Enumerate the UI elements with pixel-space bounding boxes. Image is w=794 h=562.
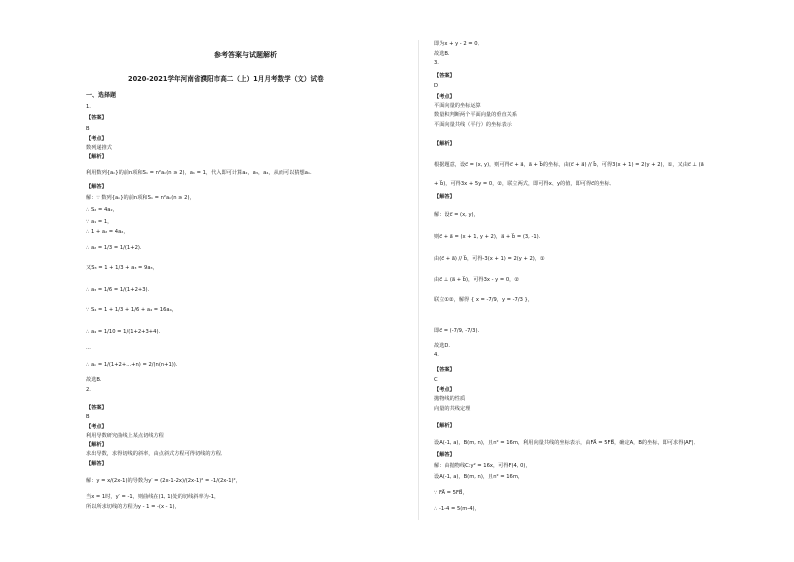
right-text-line: 【解析】 xyxy=(434,141,455,147)
right-text-line: 【考点】 xyxy=(434,94,455,100)
left-text-line: 又S₃ = 1 + 1/3 + a₃ = 9a₃， xyxy=(86,265,158,271)
right-text-line: 设A(-1, a)，B(m, n)，且n² = 16m， xyxy=(434,474,524,480)
left-text-line: 故选B. xyxy=(86,377,102,383)
right-text-line: 故选D. xyxy=(434,343,451,349)
right-text-line: 即为x + y - 2 = 0． xyxy=(434,41,483,47)
right-text-line: 【考点】 xyxy=(434,387,455,393)
left-column xyxy=(86,0,404,562)
left-text-line: 【答案】 xyxy=(86,405,107,411)
left-text-line: 求出导数，求得切线的斜率，由点斜式方程可得切线的方程． xyxy=(86,451,227,457)
right-text-line: 向量的共线定理 xyxy=(434,406,471,412)
left-text-line: 数列递推式 xyxy=(86,145,112,151)
right-text-line: 【答案】 xyxy=(434,73,455,79)
left-text-line: 所以所求切线的方程为y - 1 = -(x - 1)， xyxy=(86,504,180,510)
right-text-line: 平面向量共线（平行）的坐标表示 xyxy=(434,122,512,128)
left-text-line: 2. xyxy=(86,387,91,393)
left-text-line: B xyxy=(86,414,90,420)
right-text-line: 数量积判断两个平面向量的垂直关系 xyxy=(434,112,518,118)
left-text-line: ∴ aₙ = 1/(1+2+...+n) = 2/(n(n+1)). xyxy=(86,362,178,368)
right-text-line: 3. xyxy=(434,60,439,66)
right-text-line: 【答案】 xyxy=(434,367,455,373)
left-text-line: ∴ a₃ = 1/6 = 1/(1+2+3). xyxy=(86,287,150,293)
left-text-line: 利用导数研究曲线上某点切线方程 xyxy=(86,433,164,439)
left-text-line: 解：y = x/(2x-1)的导数为y′ = (2x-1-2x)/(2x-1)² = -1/(2x-1)²， xyxy=(86,478,241,484)
right-text-line: 设A(-1, a)，B(m, n)，且n² = 16m，利用向量共线的坐标表示，由FA⃗ = 5FB⃗，确定A，B的坐标，即可求得|AF|． xyxy=(434,440,699,446)
right-text-line: 由(c⃗ + a⃗) // b⃗，可得-3(x + 1) = 2(y + 2)，① xyxy=(434,256,545,262)
column-divider xyxy=(418,40,419,520)
left-text-line: ∴ a₂ = 1/3 = 1/(1+2). xyxy=(86,245,142,251)
left-text-line: ∵ S₄ = 1 + 1/3 + 1/6 + a₄ = 16a₄， xyxy=(86,307,177,313)
right-text-line: 4. xyxy=(434,352,439,358)
right-text-line: 故选B. xyxy=(434,51,450,57)
right-text-line: 由c⃗ ⊥ (a⃗ + b⃗)，可得3x - y = 0，② xyxy=(434,277,519,283)
left-text-line: 一、选择题 xyxy=(86,92,117,99)
right-text-line: 解：由抛物线C:y² = 16x，可得F(4, 0)， xyxy=(434,463,531,469)
right-text-line: 抛物线的性质 xyxy=(434,396,466,402)
left-text-line: 1. xyxy=(86,104,91,110)
left-text-line: ∴ 1 + a₂ = 4a₂， xyxy=(86,229,129,235)
left-text-line: 【解答】 xyxy=(86,184,107,190)
right-text-line: ∴ -1-4 = 5(m-4)， xyxy=(434,506,480,512)
left-text-line: 【解析】 xyxy=(86,442,107,448)
left-text-line: 【解析】 xyxy=(86,154,107,160)
left-text-line: 当x = 1时，y′ = -1，则曲线在(1, 1)处的切线斜率为-1， xyxy=(86,494,220,500)
left-text-line: B xyxy=(86,126,90,132)
right-text-line: + b⃗)，可得3x + 5y = 0，②，联立两式，即可得x、y的值，即可得c⃗的坐标． xyxy=(434,181,615,187)
left-text-line: 解：∵ 数列{aₙ}的前n项和Sₙ = n²aₙ(n ≥ 2)， xyxy=(86,195,195,201)
left-text-line: ∴ a₄ = 1/10 = 1/(1+2+3+4). xyxy=(86,329,161,335)
right-text-line: 则c⃗ + a⃗ = (x + 1, y + 2)，a⃗ + b⃗ = (3, -1). xyxy=(434,234,541,240)
right-text-line: 根据题意，设c⃗ = (x, y)，则可得c⃗ + a⃗，a⃗ + b⃗的坐标，由(c⃗ + a⃗) // b⃗，可得3(x + 1) = 2(y + 2)，①，又由c⃗ ⊥ (a⃗ xyxy=(434,162,704,168)
left-text-line: ∴ S₂ = 4a₂， xyxy=(86,207,118,213)
left-text-line: 【考点】 xyxy=(86,136,107,142)
left-text-line: ∵ a₁ = 1， xyxy=(86,219,113,225)
right-text-line: 联立①②，解得 { x = -7/9，y = -7/3 }， xyxy=(434,297,534,303)
right-text-line: 即c⃗ = (-7/9, -7/3). xyxy=(434,328,480,334)
right-text-line: 解：设c⃗ = (x, y)， xyxy=(434,212,479,218)
left-text-line: ... xyxy=(86,345,91,351)
right-text-line: ∵ FA⃗ = 5FB⃗， xyxy=(434,490,468,496)
left-text-line: 利用数列{aₙ}的前n项和Sₙ = n²aₙ(n ≥ 2)，a₁ = 1，代入即可计算a₂，a₃，a₄，从而可以猜想aₙ. xyxy=(86,170,312,176)
left-text-line: 【解答】 xyxy=(86,461,107,467)
right-text-line: 【解析】 xyxy=(434,423,455,429)
left-text-line: 【答案】 xyxy=(86,115,107,121)
right-text-line: 【解答】 xyxy=(434,194,455,200)
right-text-line: C xyxy=(434,377,438,383)
left-text-line: 2020-2021学年河南省濮阳市高二（上）1月月考数学（文）试卷 xyxy=(128,75,324,83)
left-text-line: 参考答案与试题解析 xyxy=(214,51,277,59)
right-text-line: D xyxy=(434,83,438,89)
left-text-line: 【考点】 xyxy=(86,424,107,430)
right-text-line: 【解答】 xyxy=(434,452,455,458)
right-text-line: 平面向量的坐标运算 xyxy=(434,103,481,109)
right-column xyxy=(434,0,774,562)
